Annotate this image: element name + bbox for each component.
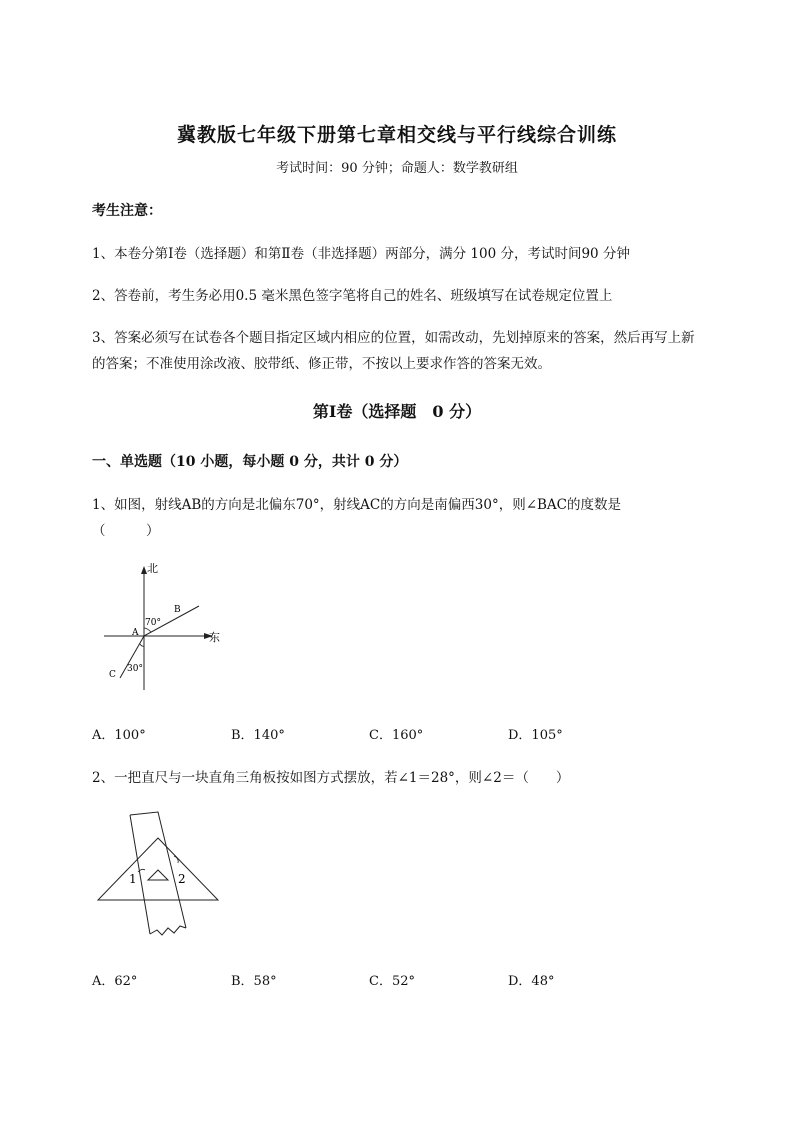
question-2-option-a[interactable]: A．62°	[92, 974, 138, 989]
part-title: 一、单选题（10 小题，每小题 0 分，共计 0 分）	[92, 454, 408, 470]
question-1-option-a[interactable]: A．100°	[92, 728, 146, 743]
angle-2-arc	[174, 856, 178, 863]
north-label: 北	[147, 562, 158, 575]
inner-triangle	[148, 870, 168, 880]
exam-info: 考试时间：90 分钟；命题人：数学教研组	[276, 161, 518, 176]
notice-heading: 考生注意：	[92, 203, 162, 219]
triangle-ruler	[98, 838, 218, 900]
angle-70-arc	[144, 628, 151, 632]
question-2-stem: 2、一把直尺与一块直角三角板按如图方式摆放，若∠1＝28°，则∠2＝（ ）	[92, 770, 570, 786]
question-1-figure	[96, 562, 226, 694]
question-1-stem: 1、如图，射线AB的方向是北偏东70°，射线AC的方向是南偏西30°，则∠BAC的度数是	[92, 497, 622, 513]
point-a-label: A	[132, 628, 139, 638]
question-2-option-b[interactable]: B．58°	[231, 974, 277, 989]
point-c-label: C	[109, 670, 116, 680]
east-label: 东	[209, 631, 220, 644]
angle-1-label: 1	[129, 872, 137, 886]
question-1-option-b[interactable]: B．140°	[231, 728, 285, 743]
question-1-option-d[interactable]: D．105°	[508, 728, 563, 743]
question-2-option-c[interactable]: C．52°	[369, 974, 415, 989]
notice-item-3: 3、答案必须写在试卷各个题目指定区域内相应的位置，如需改动，先划掉原来的答案，然后再写上新	[92, 330, 695, 346]
question-1-blank: （ ）	[92, 523, 160, 539]
point-b-label: B	[174, 605, 181, 615]
notice-item-2: 2、答卷前，考生务必用0.5 毫米黑色签字笔将自己的姓名、班级填写在试卷规定位置上	[92, 288, 613, 304]
question-2-option-d[interactable]: D．48°	[508, 974, 555, 989]
angle-30-label: 30°	[127, 664, 143, 674]
question-1-option-c[interactable]: C．160°	[369, 728, 424, 743]
question-2-figure	[92, 810, 228, 942]
ruler-broken-end	[150, 926, 186, 935]
page-title: 冀教版七年级下册第七章相交线与平行线综合训练	[176, 124, 617, 146]
angle-2-label: 2	[178, 872, 186, 886]
notice-item-1: 1、本卷分第Ⅰ卷（选择题）和第Ⅱ卷（非选择题）两部分，满分 100 分，考试时间90 分钟	[92, 246, 630, 262]
notice-item-3-continued: 的答案；不准使用涂改液、胶带纸、修正带，不按以上要求作答的答案无效。	[92, 356, 551, 372]
angle-70-label: 70°	[145, 618, 161, 628]
section-title: 第Ⅰ卷（选择题 0 分）	[312, 402, 482, 421]
angle-30-arc	[140, 644, 144, 646]
